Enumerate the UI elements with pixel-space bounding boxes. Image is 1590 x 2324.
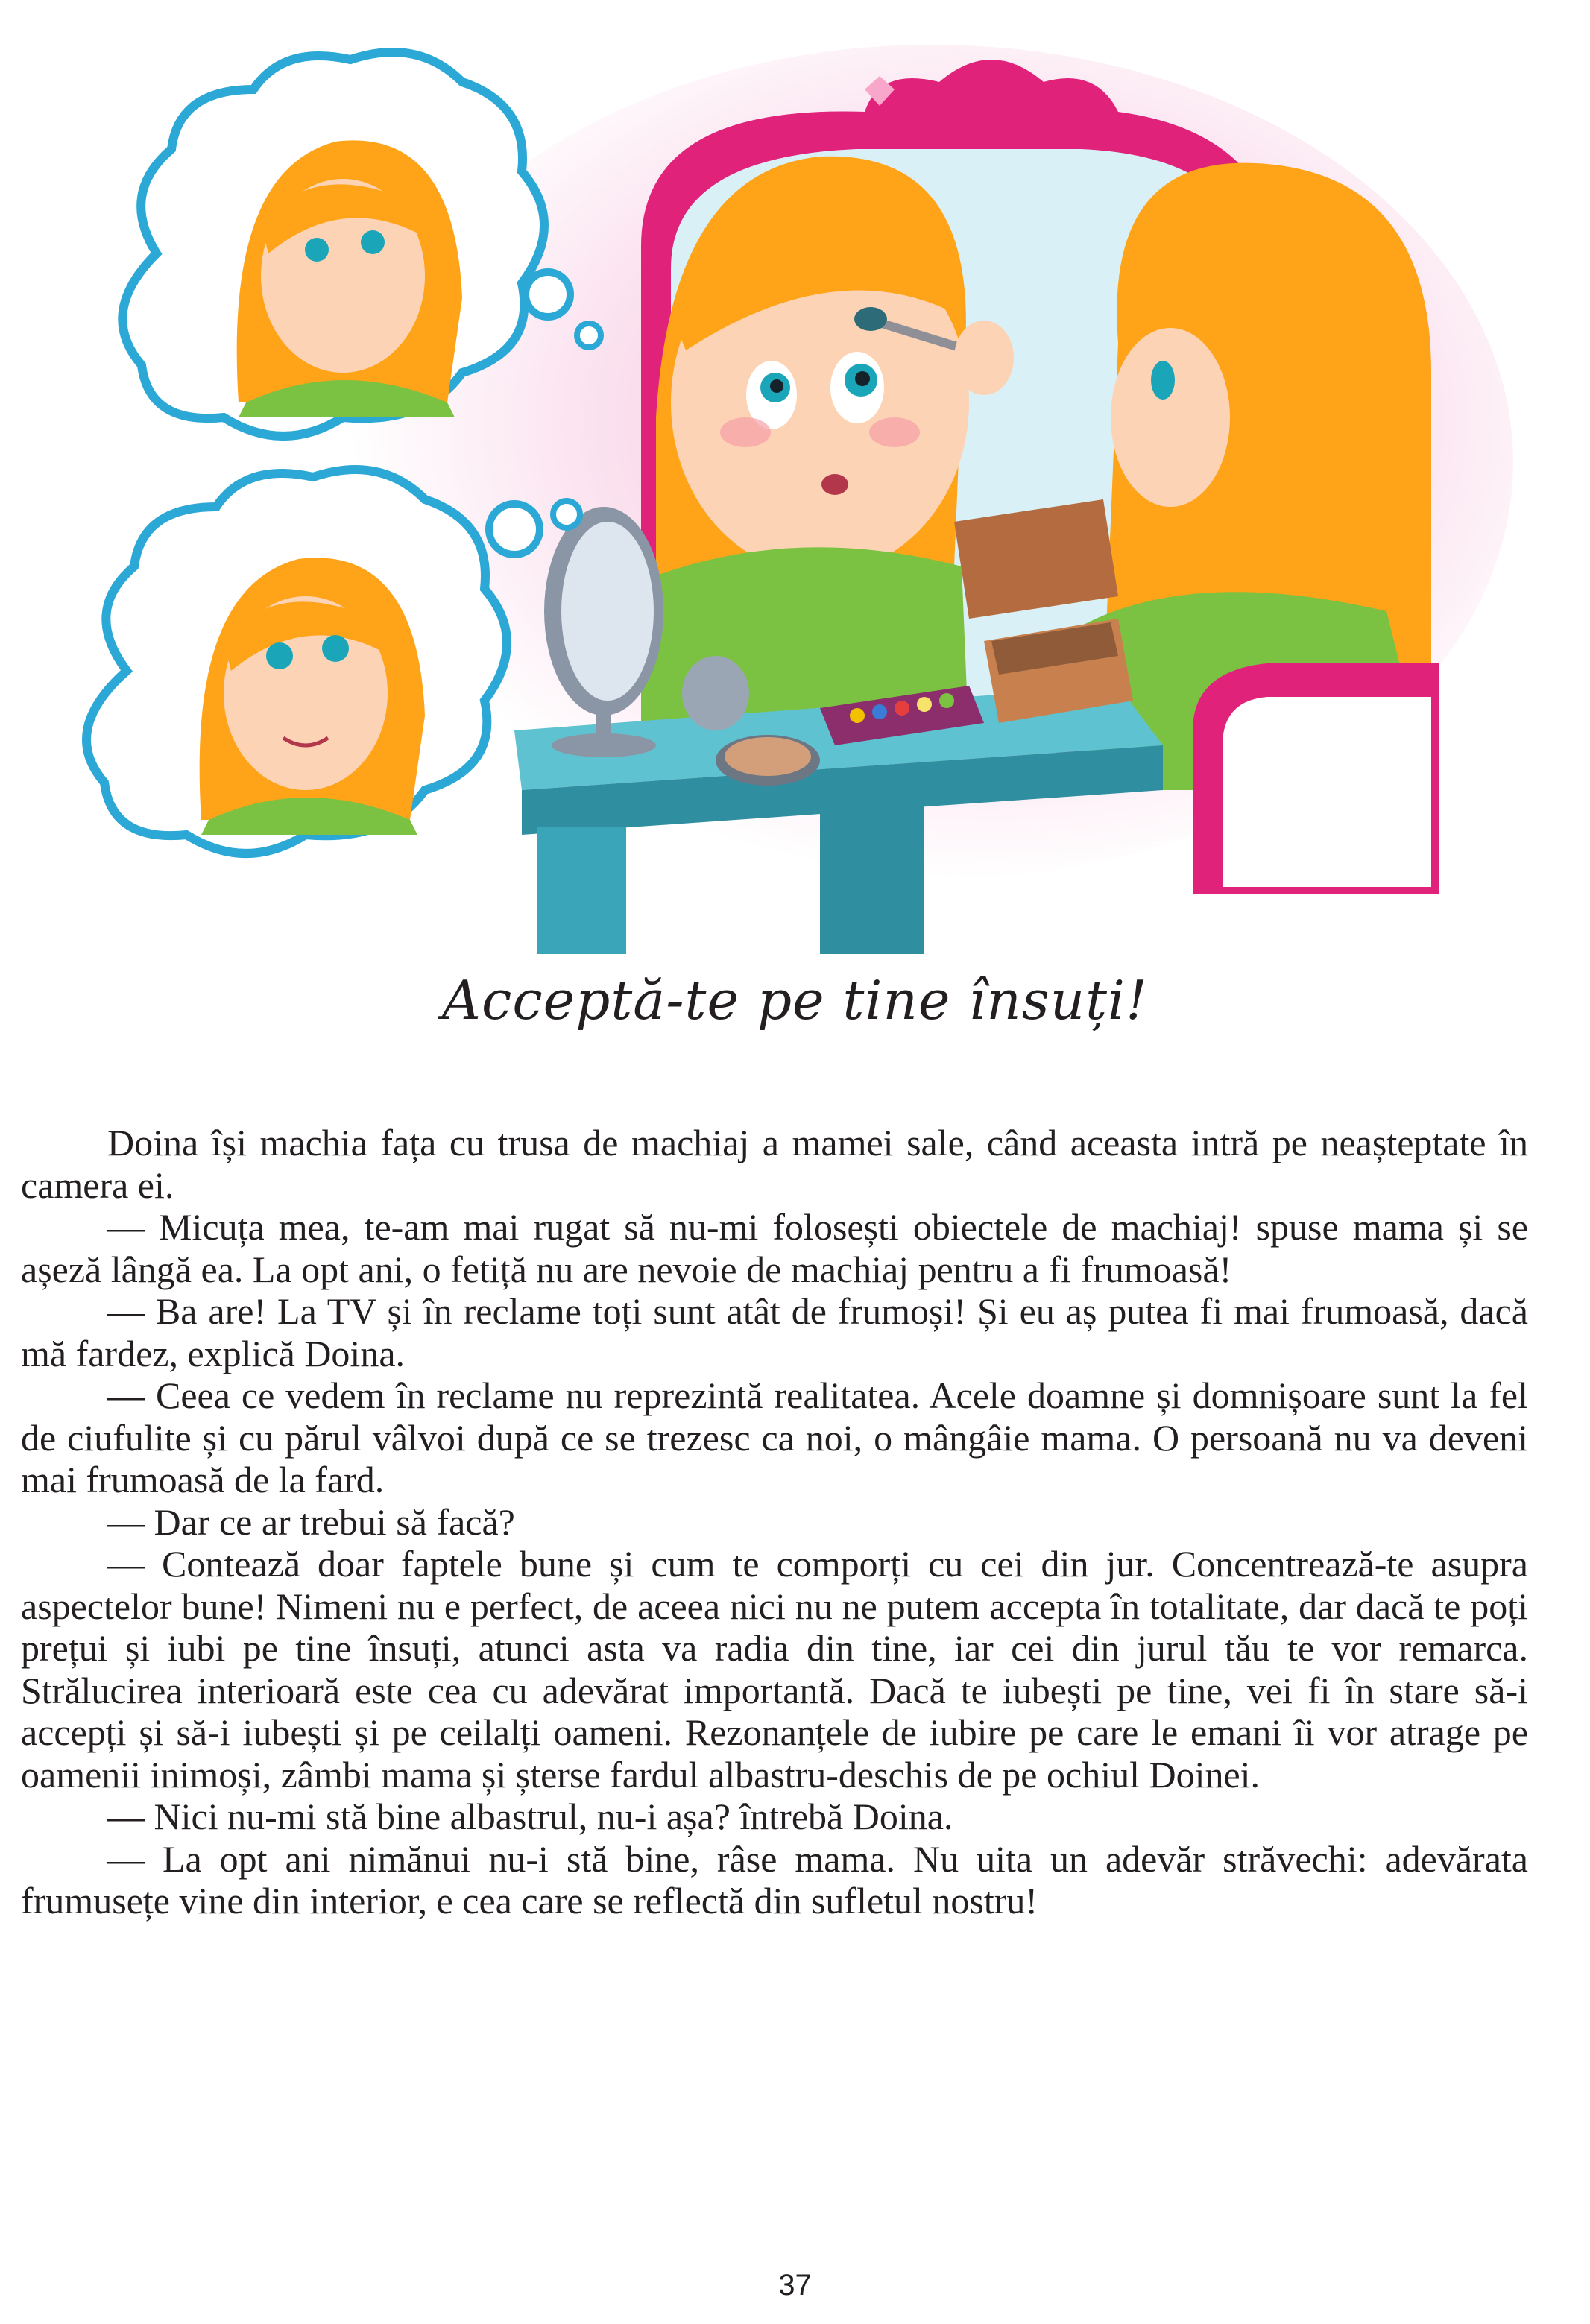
page-number: 37 [778,2269,812,2302]
story-text [21,1122,1528,1922]
paragraph: — Contează doar faptele bune și cum te comporți cu cei din jur. Concentrează-te asupra aspectelor bune! Nimeni nu e perfect, de aceea nici nu ne putem accepta în totalitate, dar dacă te poți prețui și iubi pe tine însuți, atunci asta va radia din tine, iar cei din jurul tău te vor remarca. Strălucirea interioară este cea cu adevărat importantă. Dacă te iubești pe tine, vei fi în stare să-i accepți și să-i iubești și pe ceilalți oameni. Rezonanțele de iubire pe care le emani îi vor atrage pe oamenii inimoși, zâmbi mama și șterse fardul albastru-deschis de pe ochiul Doinei. [21,1543,1528,1796]
paragraph: Doina își machia fața cu trusa de machiaj a mamei sale, când aceasta intră pe neașteptate în camera ei. [21,1122,1528,1206]
paragraph: — Micuța mea, te-am mai rugat să nu-mi folosești obiectele de machiaj! spuse mama și se așeză lângă ea. La opt ani, o fetiță nu are nevoie de machiaj pentru a fi frumoasă! [21,1206,1528,1290]
paragraph: — Dar ce ar trebui să facă? [107,1500,515,1543]
paragraph: — La opt ani nimănui nu-i stă bine, râse mama. Nu uita un adevăr străvechi: adevărata frumusețe vine din interior, e cea care se reflectă din sufletul nostru! [21,1837,1528,1922]
page-title: Acceptă-te pe tine însuți! [442,969,1148,1032]
paragraph: — Ba are! La TV și în reclame toți sunt atât de frumoși! Și eu aș putea fi mai frumoasă, dacă mă fardez, explică Doina. [21,1290,1528,1374]
paragraph: — Nici nu-mi stă bine albastrul, nu-i așa? întrebă Doina. [107,1796,953,1837]
thought-bubble-happy [86,470,580,853]
paragraph: — Ceea ce vedem în reclame nu reprezintă realitatea. Acele doamne și domnișoare sunt la fel de ciufulite și cu părul vâlvoi după ce se trezesc ca noi, o mângâie mama. O persoană nu va deveni mai frumoasă de la fard. [21,1374,1528,1500]
illustration [0,0,1590,962]
